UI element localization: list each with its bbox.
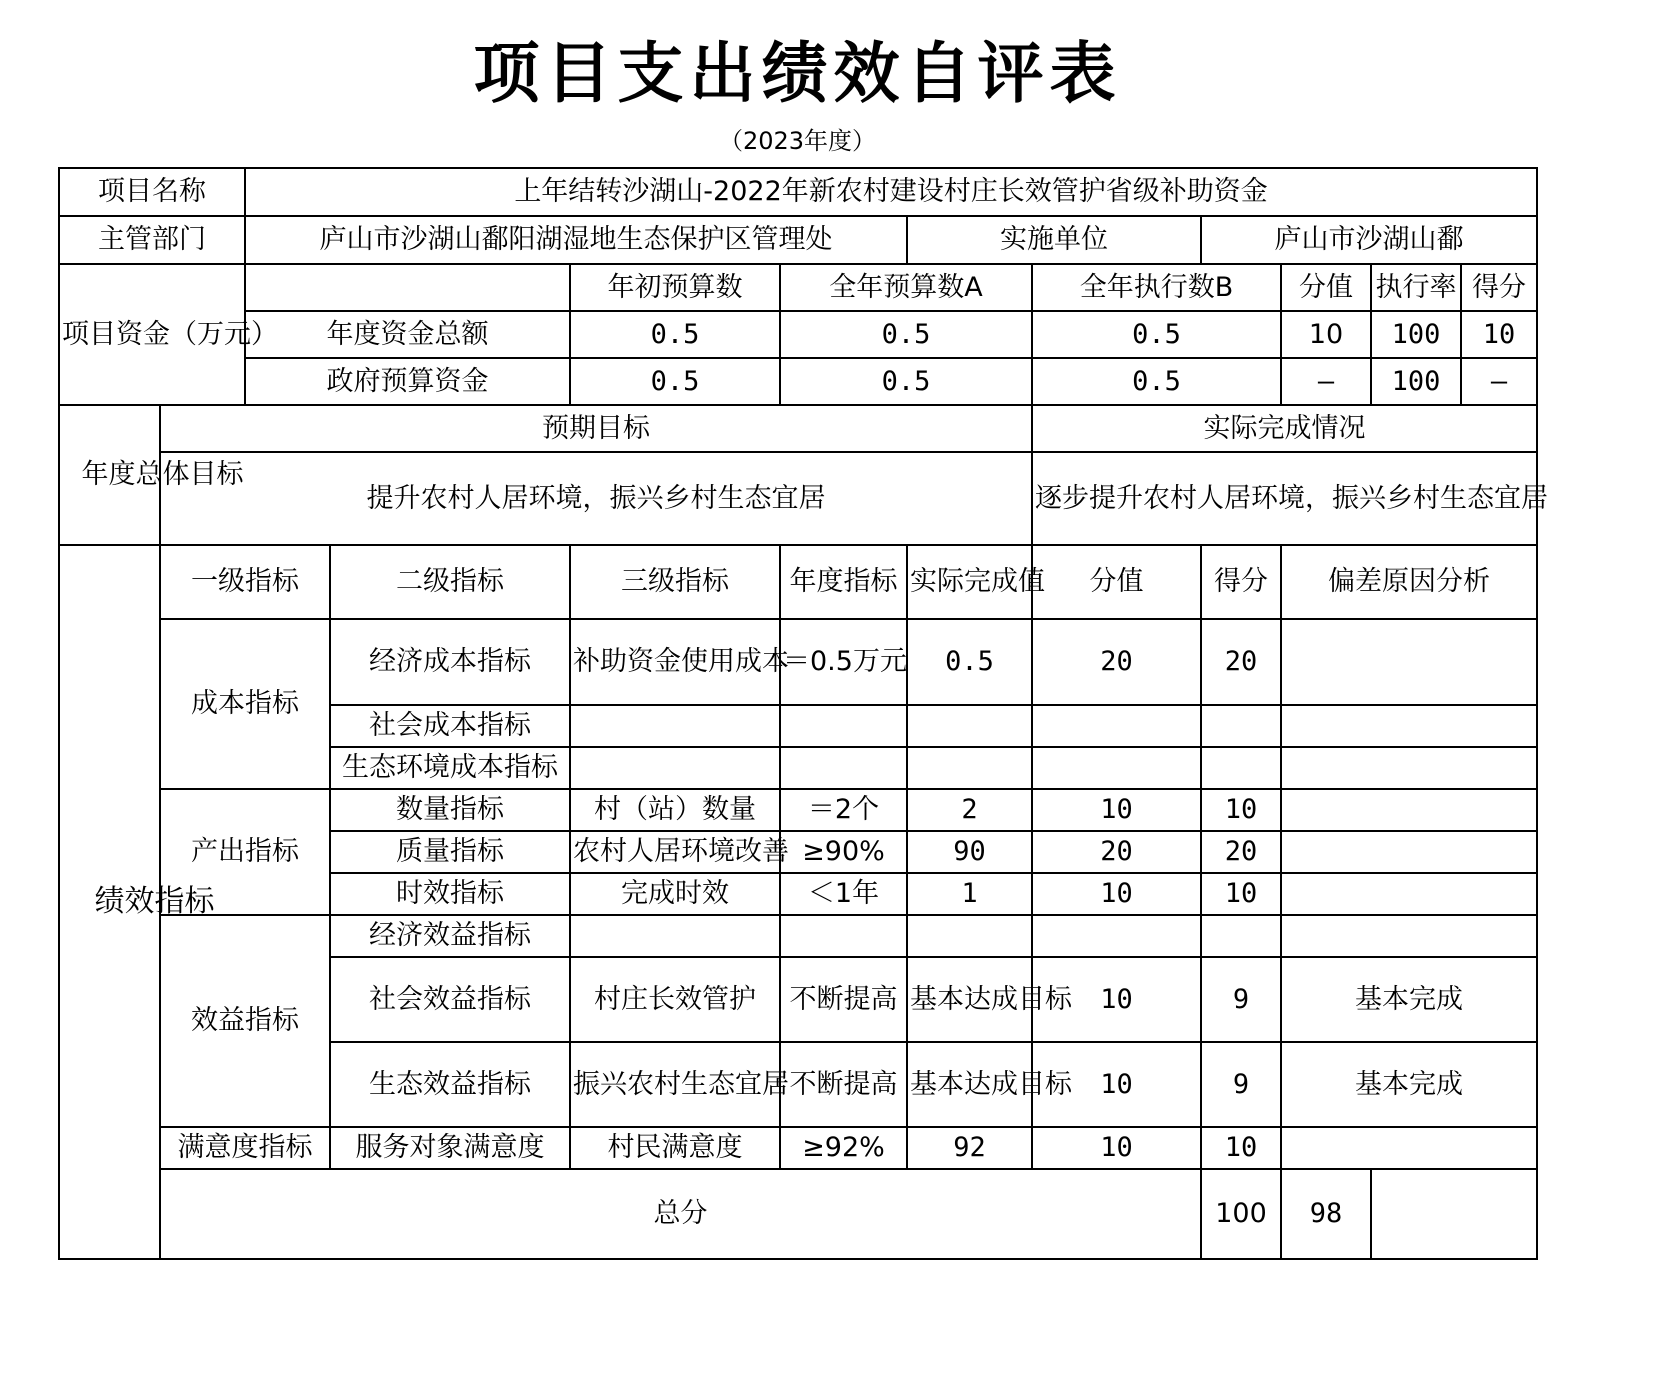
score-cell: 9 bbox=[1201, 1042, 1281, 1127]
report-year: （2023年度） bbox=[718, 127, 877, 155]
annual-target-cell: ＝2个 bbox=[780, 789, 907, 831]
score-value-cell: 10 bbox=[1032, 1042, 1201, 1127]
funds-full-year-header: 全年预算数A bbox=[780, 264, 1032, 311]
funds-score-value: 10 bbox=[1281, 311, 1371, 358]
actual-value-cell bbox=[907, 705, 1032, 747]
level3-cell bbox=[570, 747, 780, 789]
level2-cell: 经济效益指标 bbox=[330, 915, 570, 957]
impl-value: 庐山市沙湖山鄱 bbox=[1201, 216, 1537, 264]
funds-score-value: — bbox=[1461, 358, 1537, 405]
level2-cell: 数量指标 bbox=[330, 789, 570, 831]
level2-cell: 质量指标 bbox=[330, 831, 570, 873]
funds-score-header: 得分 bbox=[1461, 264, 1537, 311]
level2-cell: 时效指标 bbox=[330, 873, 570, 915]
funds-score-value: 10 bbox=[1461, 311, 1537, 358]
funds-total-row bbox=[59, 311, 1537, 358]
score-header: 得分 bbox=[1201, 545, 1281, 619]
annual-target-cell: 不断提高 bbox=[780, 957, 907, 1042]
level3-header: 三级指标 bbox=[570, 545, 780, 619]
level3-cell: 村（站）数量 bbox=[570, 789, 780, 831]
funds-executed-value: 0.5 bbox=[1032, 358, 1281, 405]
indicator-row bbox=[59, 1127, 1537, 1169]
expected-goal-text: 提升农村人居环境，振兴乡村生态宜居 bbox=[160, 452, 1032, 545]
level3-cell bbox=[570, 915, 780, 957]
score-cell: 10 bbox=[1201, 789, 1281, 831]
level3-cell: 完成时效 bbox=[570, 873, 780, 915]
funds-row-label: 年度资金总额 bbox=[245, 311, 570, 358]
score-cell: 9 bbox=[1201, 957, 1281, 1042]
total-deviation bbox=[1371, 1169, 1537, 1259]
funds-gov-row bbox=[59, 358, 1537, 405]
impl-label: 实施单位 bbox=[907, 216, 1201, 264]
score-value-header: 分值 bbox=[1032, 545, 1201, 619]
indicator-row bbox=[59, 915, 1537, 957]
dept-value: 庐山市沙湖山鄱阳湖湿地生态保护区管理处 bbox=[245, 216, 907, 264]
group-cost-label: 成本指标 bbox=[160, 619, 330, 789]
funds-exec-rate-header: 执行率 bbox=[1371, 264, 1461, 311]
deviation-cell bbox=[1281, 831, 1537, 873]
annual-target-cell: ＜1年 bbox=[780, 873, 907, 915]
score-value-cell: 20 bbox=[1032, 831, 1201, 873]
page-title: 项目支出绩效自评表 bbox=[473, 34, 1122, 112]
indicators-label: 绩效指标 bbox=[59, 545, 160, 1259]
score-cell: 10 bbox=[1201, 1127, 1281, 1169]
funds-executed-header: 全年执行数B bbox=[1032, 264, 1281, 311]
actual-value-cell: 基本达成目标 bbox=[907, 957, 1032, 1042]
self-evaluation-table bbox=[58, 167, 1548, 1260]
funds-exec-rate-value: 100 bbox=[1371, 358, 1461, 405]
score-value-cell: 10 bbox=[1032, 873, 1201, 915]
annual-target-cell: ≥92% bbox=[780, 1127, 907, 1169]
level3-cell: 补助资金使用成本 bbox=[570, 619, 780, 705]
score-value-cell bbox=[1032, 705, 1201, 747]
funds-full-year-value: 0.5 bbox=[780, 311, 1032, 358]
funds-blank-header bbox=[245, 264, 570, 311]
actual-goal-header: 实际完成情况 bbox=[1032, 405, 1537, 452]
score-cell: 20 bbox=[1201, 831, 1281, 873]
total-row bbox=[59, 1169, 1537, 1259]
level3-cell bbox=[570, 705, 780, 747]
score-cell: 20 bbox=[1201, 619, 1281, 705]
score-value-cell: 10 bbox=[1032, 957, 1201, 1042]
goals-content-row bbox=[59, 452, 1537, 545]
level2-cell: 生态效益指标 bbox=[330, 1042, 570, 1127]
level2-cell: 服务对象满意度 bbox=[330, 1127, 570, 1169]
deviation-cell bbox=[1281, 747, 1537, 789]
total-score-value: 100 bbox=[1201, 1169, 1281, 1259]
funds-label: 项目资金（万元） bbox=[59, 264, 245, 405]
annual-target-cell bbox=[780, 705, 907, 747]
level3-cell: 村庄长效管护 bbox=[570, 957, 780, 1042]
group-benefit-label: 效益指标 bbox=[160, 915, 330, 1127]
level3-cell: 振兴农村生态宜居 bbox=[570, 1042, 780, 1127]
level2-header: 二级指标 bbox=[330, 545, 570, 619]
deviation-header: 偏差原因分析 bbox=[1281, 545, 1537, 619]
annual-target-cell bbox=[780, 747, 907, 789]
deviation-cell: 基本完成 bbox=[1281, 1042, 1537, 1127]
level1-header: 一级指标 bbox=[160, 545, 330, 619]
group-satisfaction-label: 满意度指标 bbox=[160, 1127, 330, 1169]
actual-value-cell: 2 bbox=[907, 789, 1032, 831]
level2-cell: 经济成本指标 bbox=[330, 619, 570, 705]
project-name-label: 项目名称 bbox=[59, 168, 245, 216]
funds-initial-header: 年初预算数 bbox=[570, 264, 780, 311]
annual-target-cell: 不断提高 bbox=[780, 1042, 907, 1127]
level2-cell: 社会效益指标 bbox=[330, 957, 570, 1042]
project-name-value: 上年结转沙湖山-2022年新农村建设村庄长效管护省级补助资金 bbox=[245, 168, 1537, 216]
actual-value-header: 实际完成值 bbox=[907, 545, 1032, 619]
department-row bbox=[59, 216, 1537, 264]
indicator-row bbox=[59, 789, 1537, 831]
annual-target-header: 年度指标 bbox=[780, 545, 907, 619]
deviation-cell bbox=[1281, 619, 1537, 705]
level3-cell: 村民满意度 bbox=[570, 1127, 780, 1169]
dept-label: 主管部门 bbox=[59, 216, 245, 264]
score-cell bbox=[1201, 915, 1281, 957]
score-value-cell bbox=[1032, 915, 1201, 957]
annual-target-cell: ≥90% bbox=[780, 831, 907, 873]
score-value-cell bbox=[1032, 747, 1201, 789]
goals-label: 年度总体目标 bbox=[59, 405, 160, 545]
deviation-cell bbox=[1281, 915, 1537, 957]
actual-value-cell: 基本达成目标 bbox=[907, 1042, 1032, 1127]
annual-target-cell bbox=[780, 915, 907, 957]
score-value-cell: 10 bbox=[1032, 789, 1201, 831]
funds-header-row bbox=[59, 264, 1537, 311]
goals-header-row bbox=[59, 405, 1537, 452]
level2-cell: 生态环境成本指标 bbox=[330, 747, 570, 789]
score-cell bbox=[1201, 705, 1281, 747]
deviation-cell: 基本完成 bbox=[1281, 957, 1537, 1042]
actual-value-cell: 0.5 bbox=[907, 619, 1032, 705]
funds-score-value-header: 分值 bbox=[1281, 264, 1371, 311]
funds-score-value: — bbox=[1281, 358, 1371, 405]
group-output-label: 产出指标 bbox=[160, 789, 330, 915]
deviation-cell bbox=[1281, 705, 1537, 747]
level3-cell: 农村人居环境改善 bbox=[570, 831, 780, 873]
funds-exec-rate-value: 100 bbox=[1371, 311, 1461, 358]
actual-value-cell: 90 bbox=[907, 831, 1032, 873]
score-value-cell: 10 bbox=[1032, 1127, 1201, 1169]
annual-target-cell: ＝0.5万元 bbox=[780, 619, 907, 705]
actual-value-cell bbox=[907, 915, 1032, 957]
level2-cell: 社会成本指标 bbox=[330, 705, 570, 747]
actual-goal-text: 逐步提升农村人居环境，振兴乡村生态宜居 bbox=[1032, 452, 1537, 545]
deviation-cell bbox=[1281, 1127, 1537, 1169]
project-name-row bbox=[59, 168, 1537, 216]
funds-initial-value: 0.5 bbox=[570, 358, 780, 405]
actual-value-cell: 92 bbox=[907, 1127, 1032, 1169]
actual-value-cell bbox=[907, 747, 1032, 789]
funds-initial-value: 0.5 bbox=[570, 311, 780, 358]
indicator-row bbox=[59, 619, 1537, 705]
score-cell: 10 bbox=[1201, 873, 1281, 915]
deviation-cell bbox=[1281, 789, 1537, 831]
total-label: 总分 bbox=[160, 1169, 1201, 1259]
funds-full-year-value: 0.5 bbox=[780, 358, 1032, 405]
total-score: 98 bbox=[1281, 1169, 1371, 1259]
indicator-header-row bbox=[59, 545, 1537, 619]
score-value-cell: 20 bbox=[1032, 619, 1201, 705]
score-cell bbox=[1201, 747, 1281, 789]
funds-executed-value: 0.5 bbox=[1032, 311, 1281, 358]
funds-row-label: 政府预算资金 bbox=[245, 358, 570, 405]
expected-goal-header: 预期目标 bbox=[160, 405, 1032, 452]
actual-value-cell: 1 bbox=[907, 873, 1032, 915]
deviation-cell bbox=[1281, 873, 1537, 915]
